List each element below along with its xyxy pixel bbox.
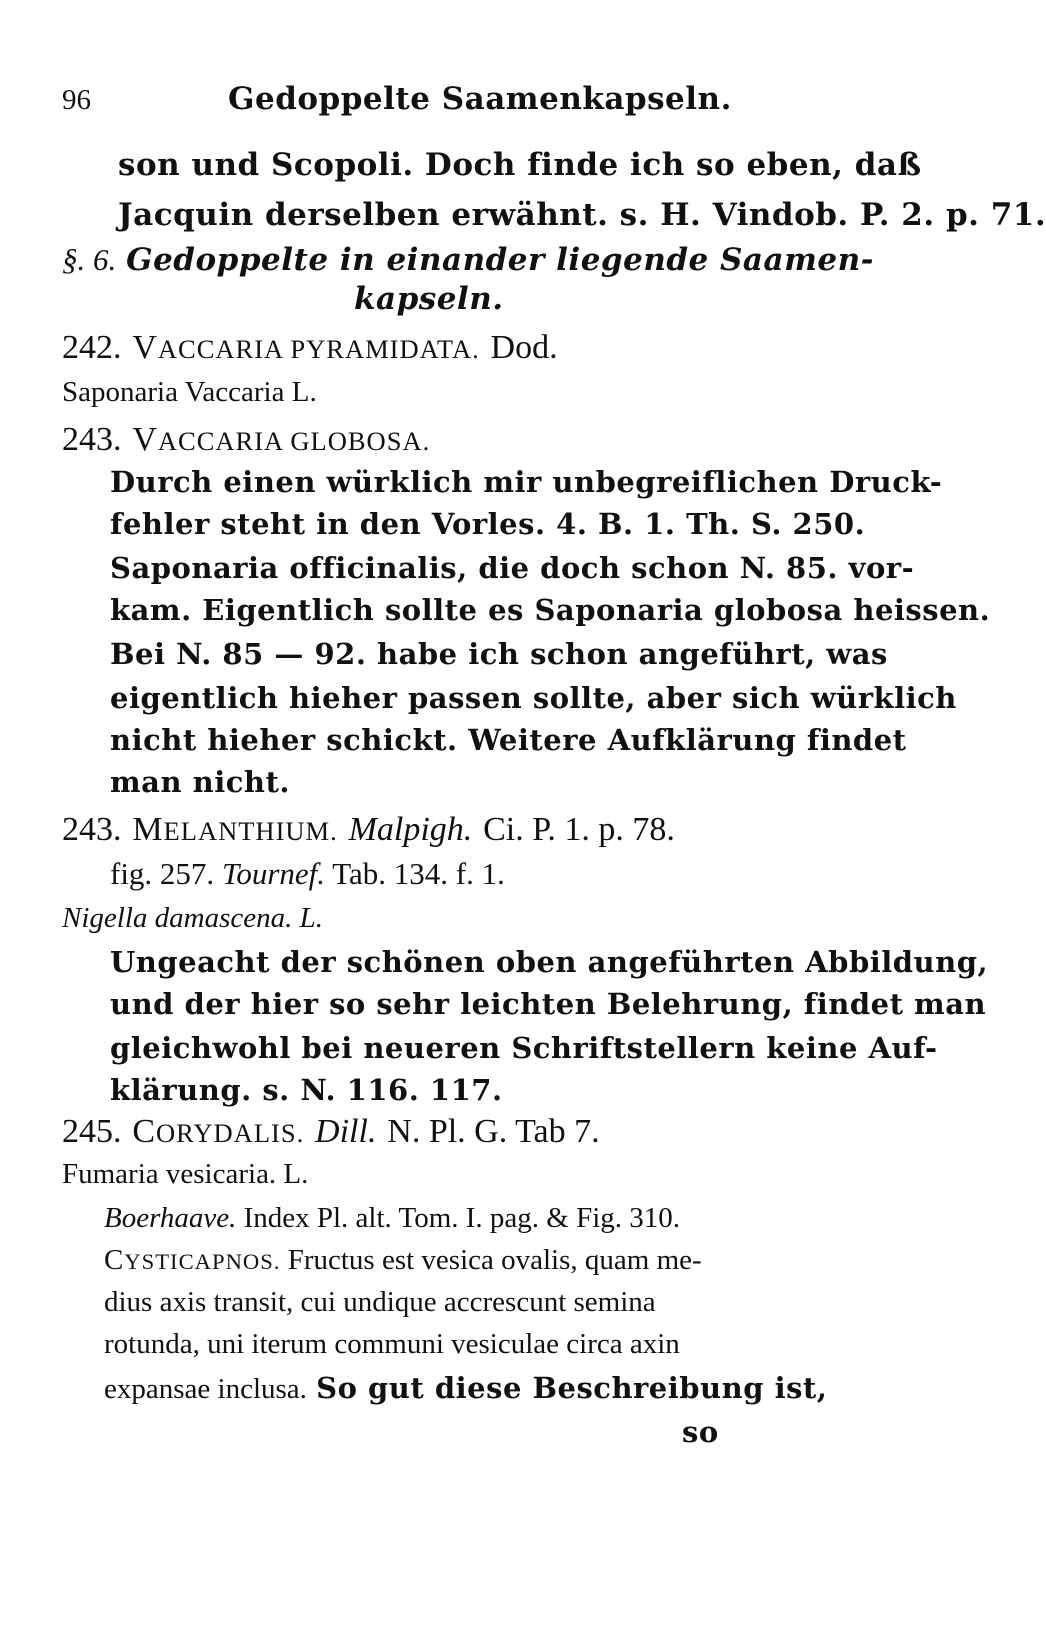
section-heading <box>62 244 874 276</box>
synonym: Saponaria Vaccaria L. <box>62 376 317 408</box>
entry-heading <box>62 422 430 457</box>
text-line: nicht hieher schickt. Weitere Aufklärung findet <box>110 723 907 757</box>
text-line: klärung. s. N. 116. 117. <box>110 1073 503 1107</box>
reference: N. Pl. G. Tab 7. <box>387 1113 600 1150</box>
entry-number: 243. <box>62 421 122 458</box>
text-line: Boerhaave. Index Pl. alt. Tom. I. pag. & Fig. 310. <box>104 1202 681 1234</box>
genus-name: VACCARIA GLOBOSA. <box>132 421 431 458</box>
entry-heading <box>62 812 675 847</box>
text-line: Jacquin derselben erwähnt. s. H. Vindob. P. 2. p. 71. <box>118 197 1046 233</box>
entry-heading <box>62 330 558 365</box>
entry-number: 243. <box>62 811 122 848</box>
author: Dod. <box>490 329 558 366</box>
page-number: 96 <box>62 84 91 116</box>
text-line: Durch einen würklich mir unbegreiflichen Druck- <box>110 465 943 499</box>
genus-name: VACCARIA PYRAMIDATA. <box>132 329 480 366</box>
reference-line: fig. 257. Tournef. Tab. 134. f. 1. <box>110 856 505 891</box>
text-line: Ungeacht der schönen oben angeführten Abbildung, <box>110 945 989 979</box>
text-line: rotunda, uni iterum communi vesiculae circa axin <box>104 1328 680 1360</box>
text-line: son und Scopoli. Doch finde ich so eben, daß <box>118 147 922 183</box>
text-line: Saponaria officinalis, die doch schon N. 85. vor- <box>110 551 915 585</box>
synonym: Nigella damascena. L. <box>62 902 323 934</box>
text-line: dius axis transit, cui undique accrescunt semina <box>104 1286 656 1318</box>
text-line: und der hier so sehr leichten Belehrung, findet man <box>110 987 987 1021</box>
running-title: Gedoppelte Saamenkapseln. <box>228 81 732 117</box>
text-line: kam. Eigentlich sollte es Saponaria globosa heissen. <box>110 593 991 627</box>
genus-name: CORYDALIS. <box>132 1113 305 1150</box>
author: Dill. <box>315 1113 377 1150</box>
text-line: man nicht. <box>110 765 290 799</box>
text-line: eigentlich hieher passen sollte, aber sich würklich <box>110 681 957 715</box>
section-title: Gedoppelte in einander liegende Saamen- <box>126 242 875 278</box>
section-title-continued: kapseln. <box>354 281 504 317</box>
text-line: gleichwohl bei neueren Schriftstellern keine Auf- <box>110 1031 938 1065</box>
text-line: Bei N. 85 — 92. habe ich schon angeführt, was <box>110 637 888 671</box>
author: Malpigh. <box>348 811 473 848</box>
entry-number: 242. <box>62 329 122 366</box>
text-line: expansae inclusa. So gut diese Beschreibung ist, <box>104 1371 828 1405</box>
synonym: Fumaria vesicaria. L. <box>62 1158 309 1190</box>
section-mark: §. 6. <box>62 242 117 277</box>
reference: Ci. P. 1. p. 78. <box>483 811 675 848</box>
entry-number: 245. <box>62 1113 122 1150</box>
entry-heading <box>62 1114 600 1149</box>
genus-name: MELANTHIUM. <box>132 811 338 848</box>
catchword: so <box>682 1415 719 1449</box>
text-line: fehler steht in den Vorles. 4. B. 1. Th. S. 250. <box>110 507 866 541</box>
text-line: CYSTICAPNOS. Fructus est vesica ovalis, quam me- <box>104 1244 702 1276</box>
